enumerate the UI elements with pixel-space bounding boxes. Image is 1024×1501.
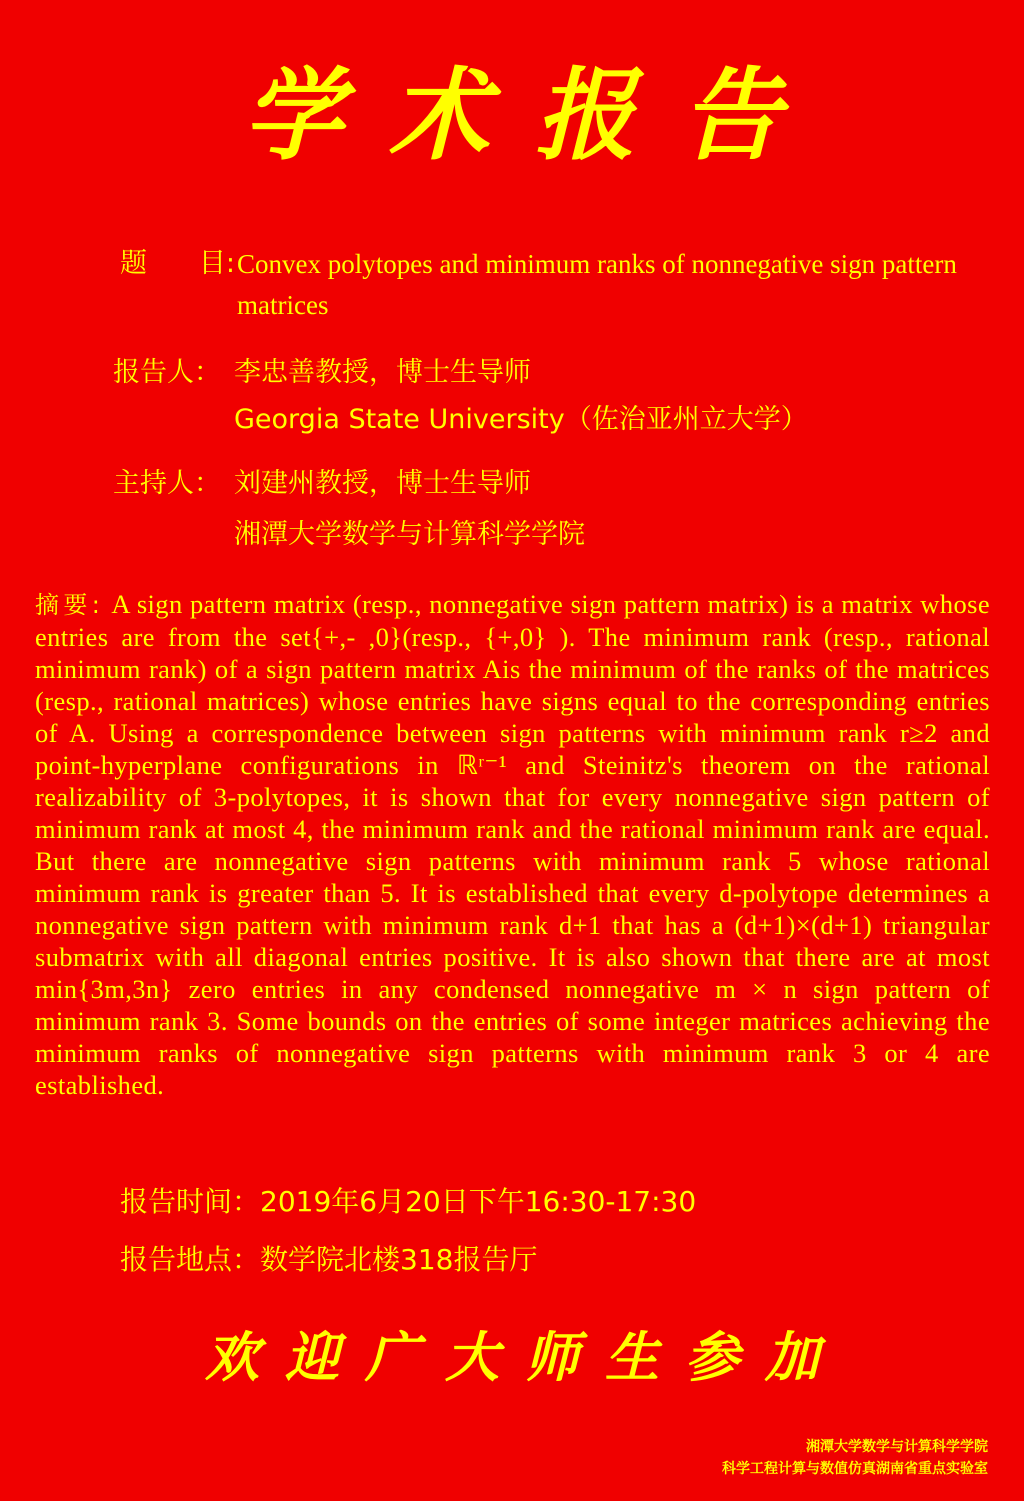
report-time: 报告时间：2019年6月20日下午16:30-17:30 [120, 1185, 697, 1218]
host-label: 主持人： [113, 468, 221, 499]
topic-label-a: 题 [120, 248, 147, 279]
speaker-label: 报告人： [113, 357, 221, 388]
topic-label [120, 244, 235, 284]
host-name: 刘建州教授，博士生导师 [234, 468, 531, 499]
topic-label-b: 目: [198, 248, 235, 279]
abstract-text: A sign pattern matrix (resp., nonnegative sign pattern matrix) is a matrix whose entries are from the set{+,- ,0}(resp., {+,0} ). The minimum rank (resp., rational minimum rank) of a sign pattern matrix Ais the minimum of the ranks of the matrices (resp., rational matrices) whose entries have signs equal to the corresponding entries of A. Using a correspondence between sign patterns with minimum rank r≥2 and point-hyperplane configurations in ℝʳ⁻¹ and Steinitz's theorem on the rational realizability of 3-polytopes, it is shown that for every nonnegative sign pattern of minimum rank at most 4, the minimum rank and the rational minimum rank are equal. But there are nonnegative sign patterns with minimum rank 5 whose rational minimum rank is greater than 5. It is established that every d-polytope determines a nonnegative sign pattern with minimum rank d+1 that has a (d+1)×(d+1) triangular submatrix with all diagonal entries positive. It is also shown that there are at most min{3m,3n} zero entries in any condensed nonnegative m × n sign pattern of minimum rank 3. Some bounds on the entries of some integer matrices achieving the minimum ranks of nonnegative sign patterns with minimum rank 3 or 4 are established. [35, 589, 991, 1100]
topic-text: Convex polytopes and minimum ranks of nonnegative sign pattern matrices [237, 249, 957, 320]
welcome-banner: 欢迎广大师生参加 [205, 1325, 845, 1389]
speaker-affiliation: Georgia State University（佐治亚州立大学） [234, 404, 808, 435]
footer-line-1: 湘潭大学数学与计算科学学院 [806, 1439, 988, 1455]
footer-line-2: 科学工程计算与数值仿真湖南省重点实验室 [722, 1461, 988, 1477]
abstract-label: 摘要: [35, 591, 104, 619]
poster-title: 学术报告 [243, 56, 827, 174]
footer [722, 1436, 988, 1480]
report-place: 报告地点：数学院北楼318报告厅 [120, 1243, 538, 1276]
host-affiliation: 湘潭大学数学与计算科学学院 [234, 519, 585, 550]
abstract [35, 588, 990, 1101]
speaker-name: 李忠善教授，博士生导师 [234, 357, 531, 388]
